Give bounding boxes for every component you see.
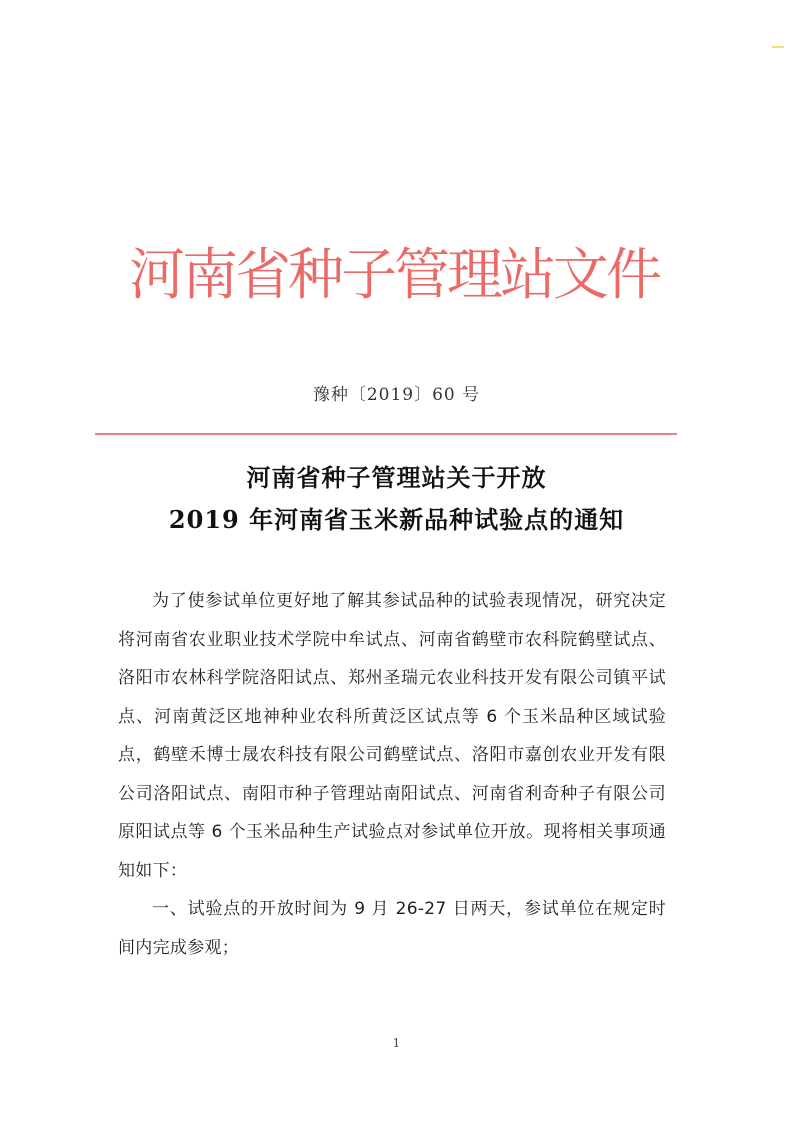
notice-title — [0, 457, 793, 541]
page-number: 1 — [392, 1036, 401, 1050]
document-number: 豫种〔2019〕60 号 — [312, 385, 481, 405]
notice-title-line-2: 2019 年河南省玉米新品种试验点的通知 — [168, 505, 625, 534]
body-paragraph-2: 一、试验点的开放时间为 9 月 26-27 日两天，参试单位在规定时间内完成参观； — [118, 899, 666, 958]
corner-mark — [772, 46, 784, 48]
notice-title-line-1: 河南省种子管理站关于开放 — [246, 463, 547, 492]
red-divider-line — [95, 433, 677, 435]
body-paragraph-1: 为了使参试单位更好地了解其参试品种的试验表现情况，研究决定将河南省农业职业技术学院中牟试点、河南省鹤壁市农科院鹤壁试点、洛阳市农林科学院洛阳试点、郑州圣瑞元农业科技开发有限公司镇平试点、河南黄泛区地神种业农科所黄泛区试点等 6 个玉米品种区域试验点，鹤壁禾博士晟农科技有限公司鹤壁试点、洛阳市嘉创农业开发有限公司洛阳试点、南阳市种子管理站南阳试点、河南省利奇种子有限公司原阳试点等 6 个玉米品种生产试验点对参试单位开放。现将相关事项通知如下： — [118, 591, 666, 881]
notice-body — [118, 582, 666, 967]
org-header-title: 河南省种子管理站文件 — [129, 243, 659, 308]
